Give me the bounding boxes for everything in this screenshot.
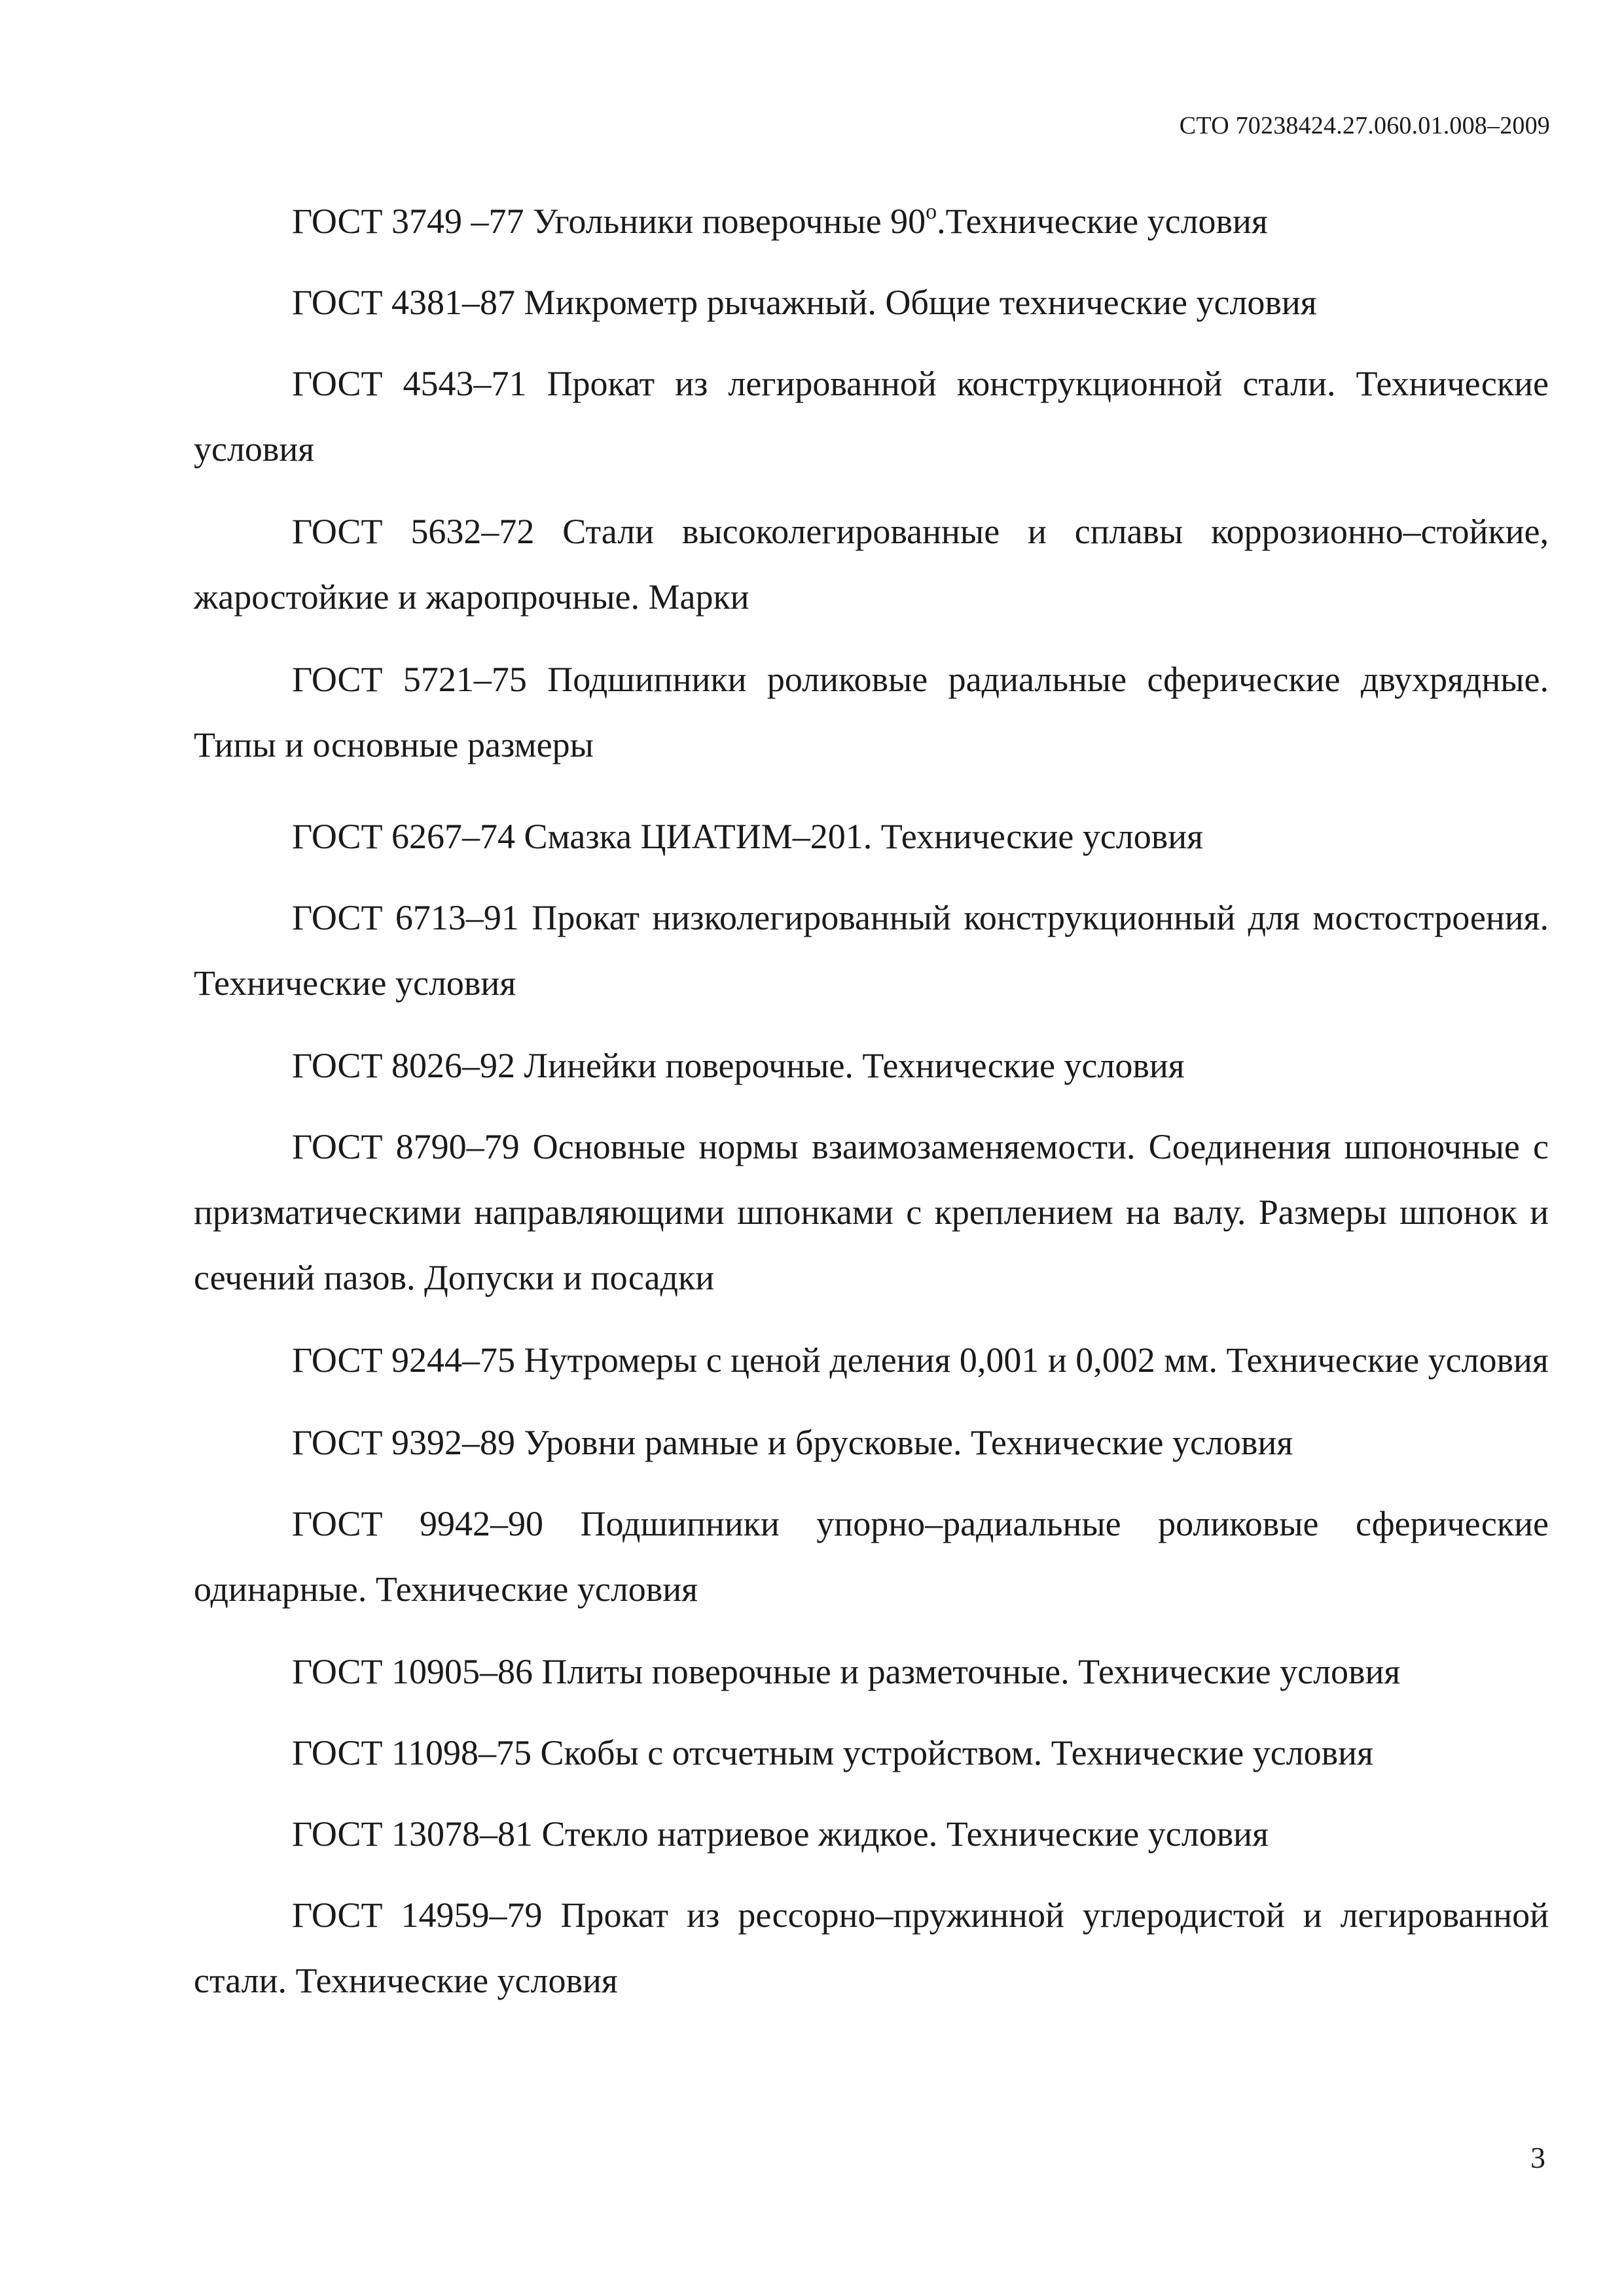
page-number: 3 [1530,2141,1545,2174]
gost-number: ГОСТ 3749 –77 [292,202,524,241]
gost-title: Основные нормы взаимозаменяемости. Соединения шпоночные с призматическими направляющими шпонками с креплением на валу. Размеры шпонок и сечений пазов. Допуски и посадки [194,1127,1549,1297]
gost-title: Нутромеры с ценой деления 0,001 и 0,002 мм. Технические условия [524,1340,1549,1380]
gost-number: ГОСТ 5721–75 [292,660,527,699]
gost-number: ГОСТ 5632–72 [292,512,535,551]
reference-entry-gost-5632 [194,499,1549,630]
gost-title: Линейки поверочные. Технические условия [524,1046,1185,1085]
reference-entry-gost-6267 [194,804,1549,869]
gost-number: ГОСТ 13078–81 [292,1814,533,1854]
gost-number: ГОСТ 8790–79 [292,1127,520,1166]
reference-entry-gost-11098 [194,1720,1549,1785]
gost-title: Уровни рамные и брусковые. Технические условия [524,1423,1293,1462]
reference-entry-gost-5721 [194,647,1549,778]
reference-entry-gost-9942 [194,1491,1549,1622]
gost-number: ГОСТ 11098–75 [292,1733,532,1772]
gost-number: ГОСТ 9942–90 [292,1504,544,1543]
gost-title: Подшипники упорно–радиальные роликовые сферические одинарные. Технические условия [194,1504,1549,1609]
reference-entry-gost-10905 [194,1639,1549,1704]
reference-entry-gost-9392 [194,1410,1549,1475]
gost-title: Плиты поверочные и разметочные. Технические условия [541,1652,1401,1691]
gost-number: ГОСТ 4381–87 [292,283,516,322]
gost-number: ГОСТ 6267–74 [292,817,516,856]
reference-entry-gost-4543 [194,351,1549,482]
gost-title-continued: .Технические условия [937,202,1268,241]
gost-title: Скобы с отсчетным устройством. Технические условия [540,1733,1373,1772]
gost-title: Прокат из рессорно–пружинной углеродистой и легированной стали. Технические условия [194,1895,1549,2000]
reference-entry-gost-4381 [194,270,1549,335]
gost-number: ГОСТ 14959–79 [292,1895,543,1935]
reference-entry-gost-13078 [194,1801,1549,1867]
normative-references-list [194,188,1549,2030]
reference-entry-gost-6713 [194,885,1549,1016]
reference-entry-gost-9244 [194,1327,1549,1393]
gost-number: ГОСТ 4543–71 [292,364,527,403]
gost-title: Смазка ЦИАТИМ–201. Технические условия [524,817,1203,856]
degree-superscript: о [926,200,937,224]
gost-title: Прокат из легированной конструкционной стали. Технические условия [194,364,1549,469]
reference-entry-gost-8790 [194,1114,1549,1310]
gost-number: ГОСТ 6713–91 [292,898,519,937]
gost-title: Стали высоколегированные и сплавы коррозионно–стойкие, жаростойкие и жаропрочные. Марки [194,512,1549,617]
gost-number: ГОСТ 9244–75 [292,1340,516,1380]
gost-number: ГОСТ 10905–86 [292,1652,533,1691]
gost-title: Микрометр рычажный. Общие технические условия [524,283,1317,322]
gost-title: Подшипники роликовые радиальные сферические двухрядные. Типы и основные размеры [194,660,1549,764]
gost-title: Прокат низколегированный конструкционный для мостостроения. Технические условия [194,898,1549,1003]
reference-entry-gost-3749 [194,188,1549,254]
gost-number: ГОСТ 9392–89 [292,1423,516,1462]
reference-entry-gost-14959 [194,1882,1549,2013]
gost-title: Стекло натриевое жидкое. Технические условия [541,1814,1269,1854]
reference-entry-gost-8026 [194,1033,1549,1098]
gost-number: ГОСТ 8026–92 [292,1046,516,1085]
gost-title: Угольники поверочные 90 [533,202,926,241]
document-code-header: СТО 70238424.27.060.01.008–2009 [1179,112,1550,139]
